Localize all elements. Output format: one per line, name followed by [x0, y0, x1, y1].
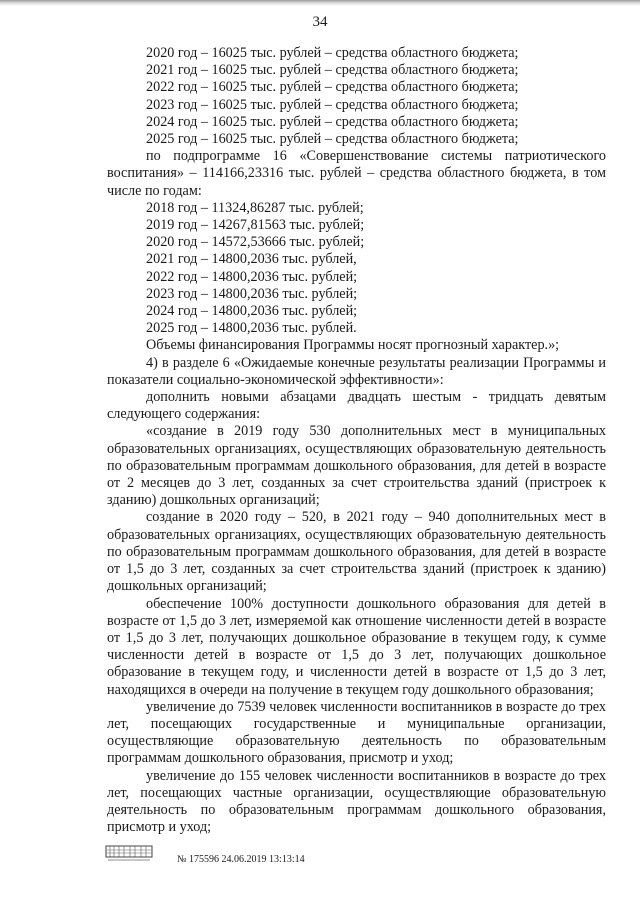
document-registration-number: № 175596 24.06.2019 13:13:14 — [177, 854, 305, 865]
scan-top-edge — [0, 0, 640, 6]
year-line-2021: 2021 год – 14800,2036 тыс. рублей, — [146, 251, 357, 268]
year-line-2018: 2018 год – 11324,86287 тыс. рублей; — [146, 199, 364, 216]
year-line-2025: 2025 год – 14800,2036 тыс. рублей. — [146, 320, 357, 337]
paragraph-places-2020-2021: создание в 2020 году – 520, в 2021 году – 940 дополнительных мест в образовательных организациях, осуществляющих образовательную деятельность по образовательным программам дошкольного образования, для детей в возрасте от 1,5 до 3 лет, созданных за счет строительства зданий (пристроек к зданию) дошкольных организаций; — [107, 509, 606, 595]
budget-line-2020: 2020 год – 16025 тыс. рублей – средства областного бюджета; — [146, 45, 519, 61]
paragraph-155-children: увеличение до 155 человек численности воспитанников в возрасте до трех лет, посещающих частные организации, осуществляющие образовательную деятельность по образовательным программам дошкольного образования, присмотр и уход; — [107, 767, 606, 836]
year-line-2024: 2024 год – 14800,2036 тыс. рублей; — [146, 303, 358, 320]
paragraph-accessibility: обеспечение 100% доступности дошкольного образования для детей в возрасте от 1,5 до 3 лет, измеряемой как отношение численности детей в возрасте от 1,5 до 3 лет, получающих дошкольное образование в текущем году, к сумме численности детей в возрасте от 1,5 до 3 лет, получающих дошкольное образование в текущем году, и численности детей в возрасте от 1,5 до 3 лет, находящихся в очереди на получение в текущем году дошкольного образования; — [107, 595, 606, 698]
year-line-2023: 2023 год – 14800,2036 тыс. рублей; — [146, 285, 358, 302]
budget-line-2025: 2025 год – 16025 тыс. рублей – средства областного бюджета; — [146, 131, 519, 148]
document-body — [107, 45, 606, 836]
year-line-2019: 2019 год – 14267,81563 тыс. рублей; — [146, 217, 365, 234]
add-paragraphs-instruction: дополнить новыми абзацами двадцать шестым - тридцать девятым следующего содержания: — [107, 389, 606, 423]
subprogram-16-paragraph: по подпрограмме 16 «Совершенствование системы патриотического воспитания» – 114166,23316 тыс. рублей – средства областного бюджета, в том числе по годам: — [107, 148, 606, 199]
budget-line-2024: 2024 год – 16025 тыс. рублей – средства областного бюджета; — [146, 113, 519, 130]
financing-note: Объемы финансирования Программы носят прогнозный характер.»; — [146, 337, 560, 354]
paragraph-7539-children: увеличение до 7539 человек численности воспитанников в возрасте до трех лет, посещающих государственные и муниципальные организации, осуществляющие образовательную деятельность по образовательным программам дошкольного образования, присмотр и уход; — [107, 698, 606, 767]
page-number: 34 — [312, 14, 328, 30]
section-6-paragraph: 4) в разделе 6 «Ожидаемые конечные результаты реализации Программы и показатели социально-экономической эффективности»: — [107, 354, 606, 388]
registry-stamp-icon — [105, 843, 155, 863]
budget-line-2021: 2021 год – 16025 тыс. рублей – средства областного бюджета; — [146, 62, 519, 79]
year-line-2022: 2022 год – 14800,2036 тыс. рублей; — [146, 268, 358, 285]
budget-line-2023: 2023 год – 16025 тыс. рублей – средства областного бюджета; — [146, 96, 519, 113]
year-line-2020: 2020 год – 14572,53666 тыс. рублей; — [146, 234, 365, 251]
paragraph-places-2019: «создание в 2019 году 530 дополнительных мест в муниципальных образовательных организациях, осуществляющих образовательную деятельность по образовательным программам дошкольного образования, для детей в возрасте от 2 месяцев до 3 лет, созданных за счет строительства зданий (пристроек к зданию) дошкольных организаций; — [107, 423, 606, 509]
budget-line-2022: 2022 год – 16025 тыс. рублей – средства областного бюджета; — [146, 79, 519, 96]
